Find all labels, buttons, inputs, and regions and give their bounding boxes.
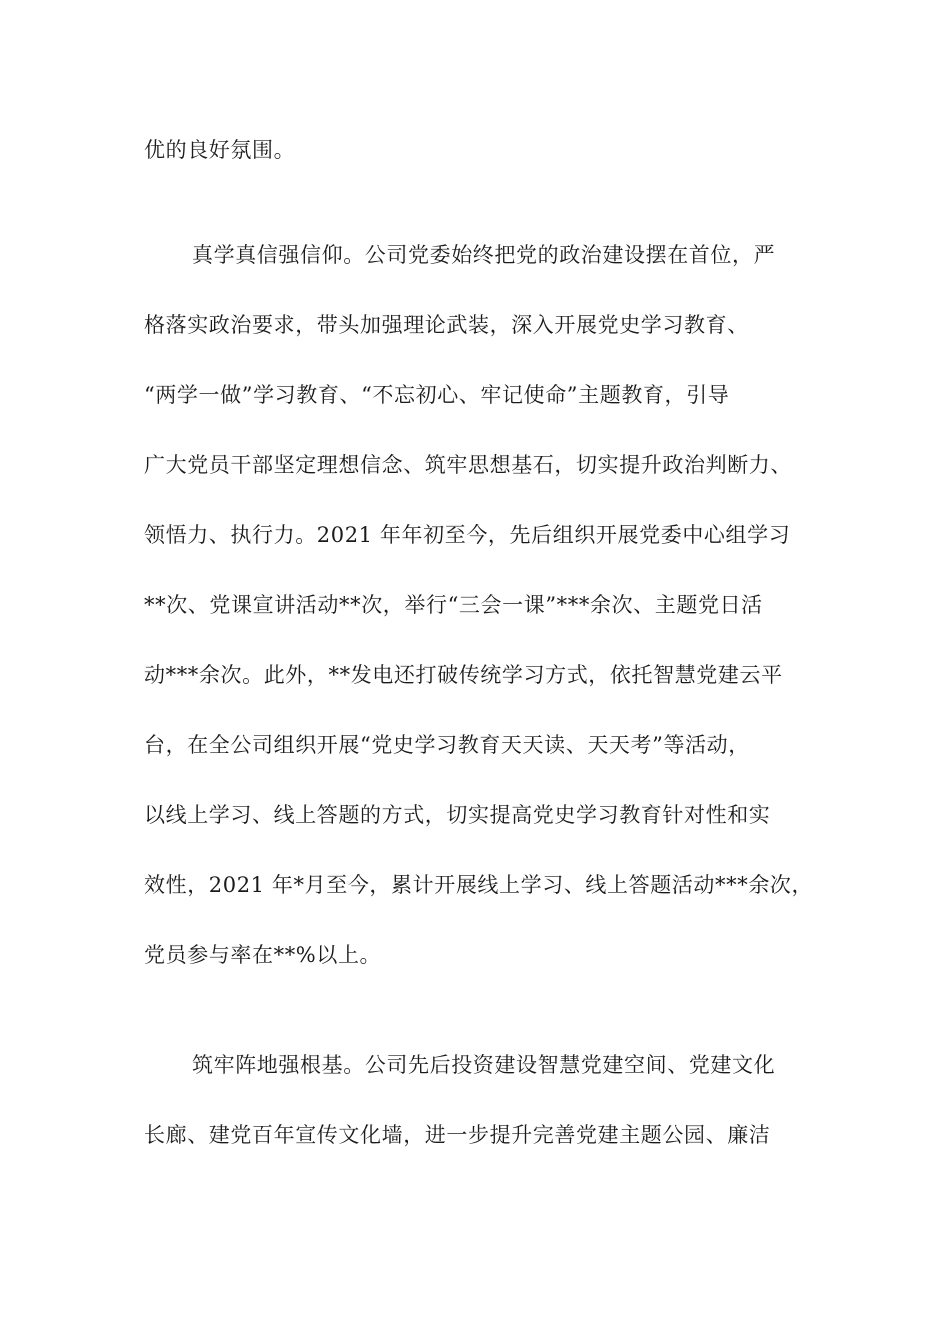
paragraph-line: 党员参与率在**%以上。	[144, 943, 382, 967]
paragraph-line: 以线上学习、线上答题的方式，切实提高党史学习教育针对性和实	[144, 803, 771, 827]
paragraph-line: 真学真信强信仰。公司党委始终把党的政治建设摆在首位，严	[192, 243, 776, 267]
paragraph-line: 领悟力、执行力。2021 年年初至今，先后组织开展党委中心组学习	[144, 523, 791, 547]
paragraph-line: 长廊、建党百年宣传文化墙，进一步提升完善党建主题公园、廉洁	[144, 1123, 771, 1147]
paragraph-line: **次、党课宣讲活动**次，举行“三会一课”***余次、主题党日活	[144, 593, 763, 617]
paragraph-line: “两学一做”学习教育、“不忘初心、牢记使命”主题教育，引导	[144, 383, 730, 407]
paragraph-line: 筑牢阵地强根基。公司先后投资建设智慧党建空间、党建文化	[192, 1053, 776, 1077]
paragraph-line: 台，在全公司组织开展“党史学习教育天天读、天天考”等活动，	[144, 733, 750, 757]
paragraph-line: 优的良好氛围。	[144, 138, 296, 162]
paragraph-line: 格落实政治要求，带头加强理论武装，深入开展党史学习教育、	[144, 313, 749, 337]
paragraph-line: 广大党员干部坚定理想信念、筑牢思想基石，切实提升政治判断力、	[144, 453, 792, 477]
paragraph-line: 动***余次。此外，**发电还打破传统学习方式，依托智慧党建云平	[144, 663, 783, 687]
paragraph-line: 效性，2021 年*月至今，累计开展线上学习、线上答题活动***余次，	[144, 873, 814, 897]
